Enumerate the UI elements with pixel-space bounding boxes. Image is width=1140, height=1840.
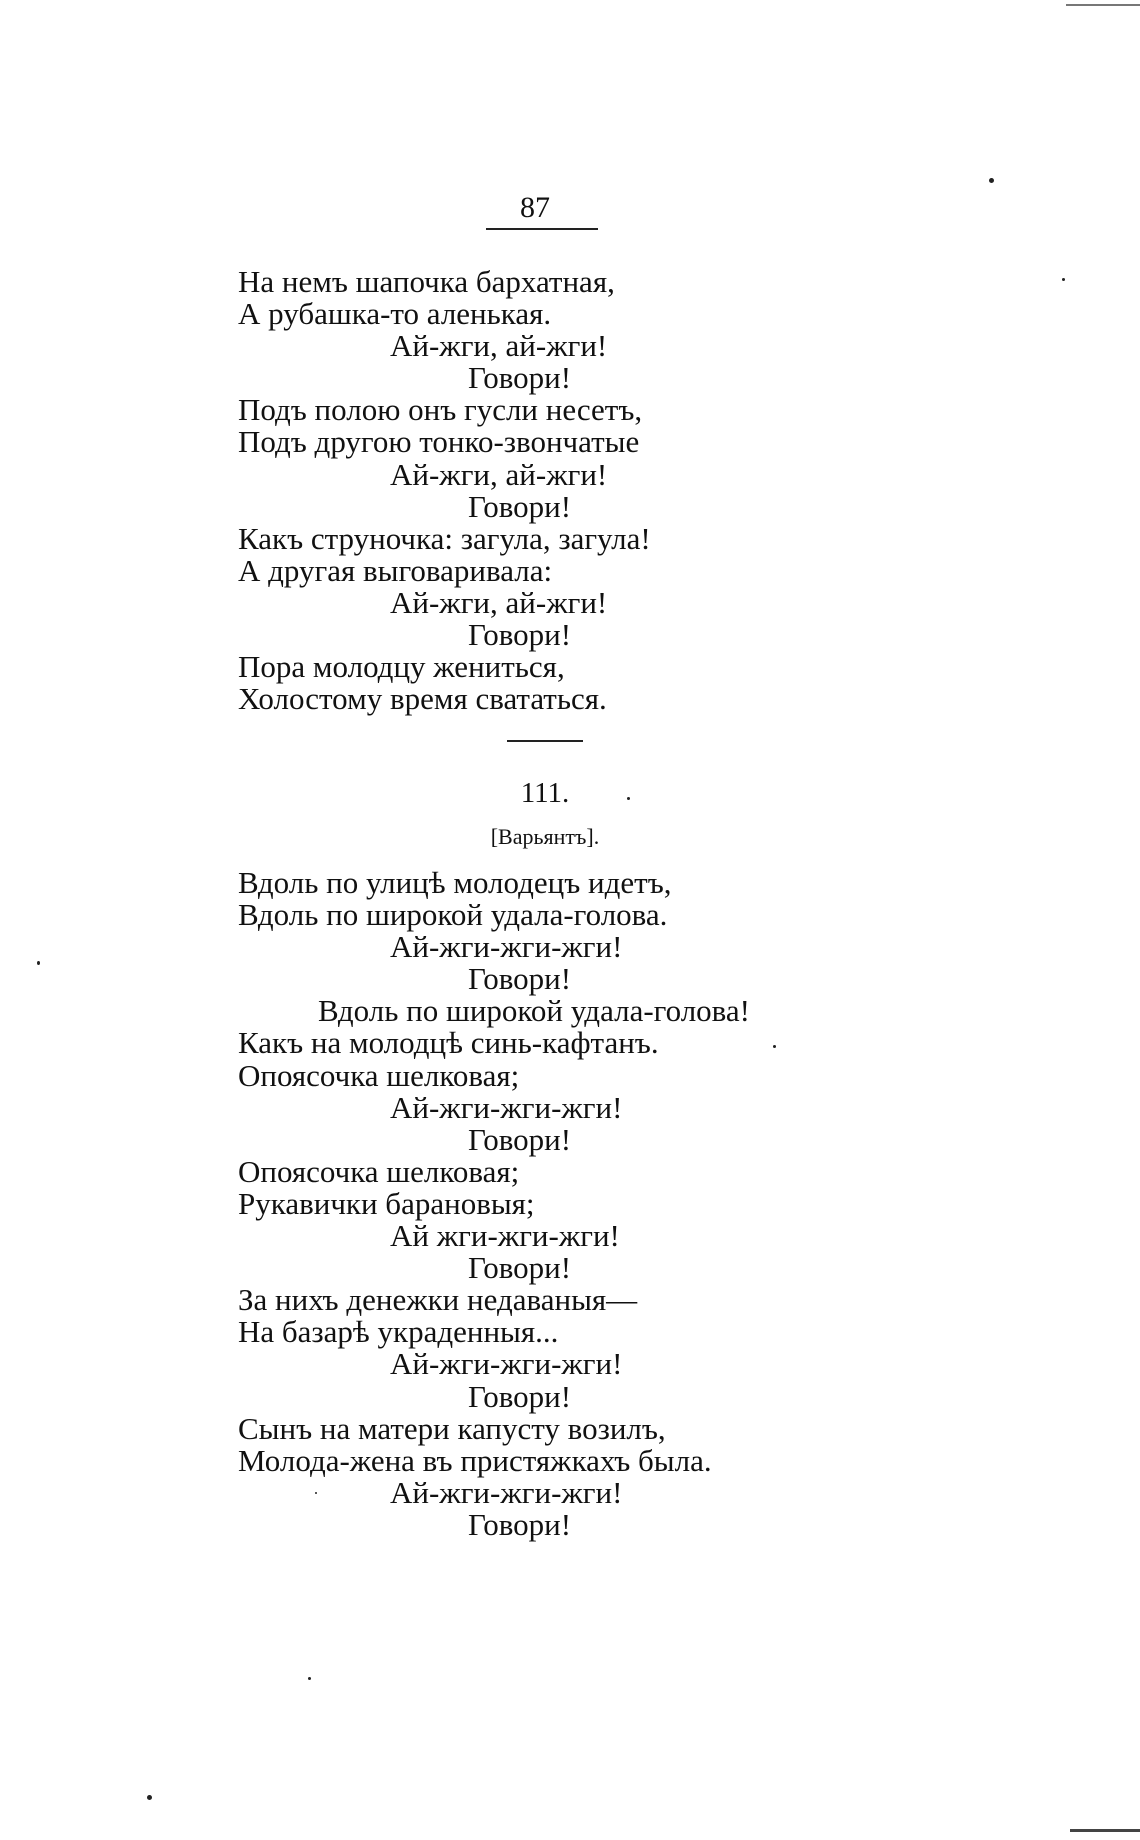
refrain-line: Говори!: [468, 617, 572, 653]
refrain-line: Ай-жги, ай-жги!: [390, 328, 608, 364]
refrain-line: Ай-жги-жги-жги!: [390, 1089, 623, 1125]
scan-speck: [627, 797, 630, 800]
verse-line: Подъ полою онъ гусли несетъ,: [238, 392, 643, 428]
verse-line: На базарѣ украденныя...: [238, 1314, 559, 1350]
verse-line: Пора молодцу жениться,: [238, 649, 565, 685]
verse-line: Какъ на молодцѣ синь-кафтанъ.: [238, 1025, 659, 1061]
verse-line: Холостому время свататься.: [238, 681, 607, 717]
refrain-line: Говори!: [468, 1506, 572, 1542]
verse-line: Подъ другою тонко-звончатые: [238, 424, 640, 460]
refrain-line: Ай-жги-жги-жги!: [390, 1474, 623, 1510]
scan-speck: [147, 1795, 152, 1800]
refrain-line: Ай-жги, ай-жги!: [390, 584, 608, 620]
page-number-underline: [486, 228, 598, 230]
refrain-line: Говори!: [468, 488, 572, 524]
verse-line: Вдоль по улицѣ молодецъ идетъ,: [238, 865, 672, 900]
verse-line: А другая выговаривала:: [238, 552, 553, 588]
verse-block-2: [238, 867, 750, 1541]
scan-speck: [989, 178, 994, 183]
scan-speck: [37, 961, 40, 965]
page-edge-line: [1070, 1829, 1140, 1832]
verse-line: На немъ шапочка бархатная,: [238, 264, 615, 299]
refrain-line: Говори!: [468, 961, 572, 997]
refrain-line: Говори!: [468, 360, 572, 396]
refrain-line: Ай-жги-жги-жги!: [390, 1346, 623, 1382]
refrain-line: Ай-жги-жги-жги!: [390, 929, 623, 965]
scan-speck: [308, 1677, 311, 1680]
scan-speck: [1062, 278, 1065, 281]
verse-line: А рубашка-то аленькая.: [238, 296, 552, 332]
verse-line: Вдоль по широкой удала-голова.: [238, 897, 668, 933]
verse-block-1: [238, 266, 651, 715]
verse-line: Какъ струночка: загула, загула!: [238, 520, 651, 556]
variant-label: [Варьянтъ].: [490, 824, 600, 849]
refrain-line: Ай жги-жги-жги!: [390, 1218, 620, 1254]
scan-speck: [315, 1492, 317, 1494]
verse-line: Сынъ на матери капусту возилъ,: [238, 1410, 666, 1446]
verse-line: За нихъ денежки недаваныя—: [238, 1282, 638, 1318]
refrain-line: Говори!: [468, 1250, 572, 1286]
refrain-line: Говори!: [468, 1378, 572, 1414]
page-edge-line: [1066, 4, 1140, 6]
verse-line: Опоясочка шелковая;: [238, 1057, 520, 1093]
section-divider: [507, 740, 583, 742]
refrain-line: Говори!: [468, 1121, 572, 1157]
verse-line: Опоясочка шелковая;: [238, 1153, 520, 1189]
verse-line: Молода-жена въ пристяжкахъ была.: [238, 1442, 712, 1478]
refrain-line: Ай-жги, ай-жги!: [390, 456, 608, 492]
song-number: 111.: [520, 777, 570, 809]
verse-line: Вдоль по широкой удала-голова!: [318, 993, 750, 1029]
page-number: 87: [520, 191, 550, 224]
scan-speck: [773, 1045, 776, 1048]
verse-line: Рукавички барановыя;: [238, 1185, 535, 1221]
